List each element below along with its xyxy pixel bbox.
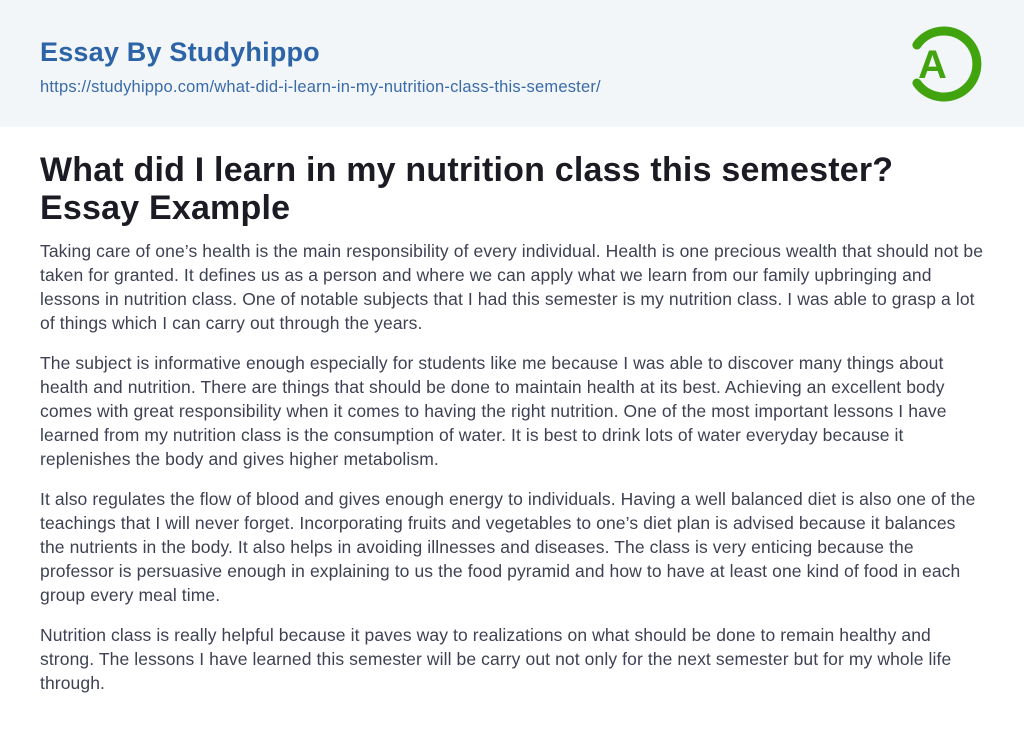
essay-paragraph: It also regulates the flow of blood and gives enough energy to individuals. Having a well balanced diet is also one of the teachings that I will never forget. Incorporating fruits and vegetables to one’s diet plan is advised because it balances the nutrients in the body. It also helps in avoiding illnesses and diseases. The class is very enticing because the professor is persuasive enough in explaining to us the food pyramid and how to have at least one kind of food in each group every meal time.: [40, 489, 976, 605]
essay-content: [0, 127, 1024, 695]
site-title: Essay By Studyhippo: [40, 36, 320, 67]
essay-body: [40, 239, 984, 695]
svg-text:A: A: [918, 42, 947, 87]
essay-paragraph: Taking care of one’s health is the main responsibility of every individual. Health is one precious wealth that should not be taken for granted. It defines us as a person and where we can apply what we learn from our family upbringing and lessons in nutrition class. One of notable subjects that I had this semester is my nutrition class. I was able to grasp a lot of things which I can carry out through the years.: [40, 241, 984, 333]
page-url-link[interactable]: https://studyhippo.com/what-did-i-learn-in-my-nutrition-class-this-semester/: [40, 77, 601, 96]
studyhippo-logo-icon: [902, 22, 986, 106]
essay-paragraph: Nutrition class is really helpful because it paves way to realizations on what should be done to remain healthy and strong. The lessons I have learned this semester will be carry out not only for the next semester but for my whole life through.: [40, 625, 952, 693]
essay-title: What did I learn in my nutrition class this semester? Essay Example: [40, 151, 894, 227]
essay-paragraph: The subject is informative enough especially for students like me because I was able to discover many things about health and nutrition. There are things that should be done to maintain health at its best. Achieving an excellent body comes with great responsibility when it comes to having the right nutrition. One of the most important lessons I have learned from my nutrition class is the consumption of water. It is best to drink lots of water everyday because it replenishes the body and gives higher metabolism.: [40, 353, 947, 469]
header-text-block: [40, 31, 601, 97]
site-header: [0, 0, 1024, 127]
